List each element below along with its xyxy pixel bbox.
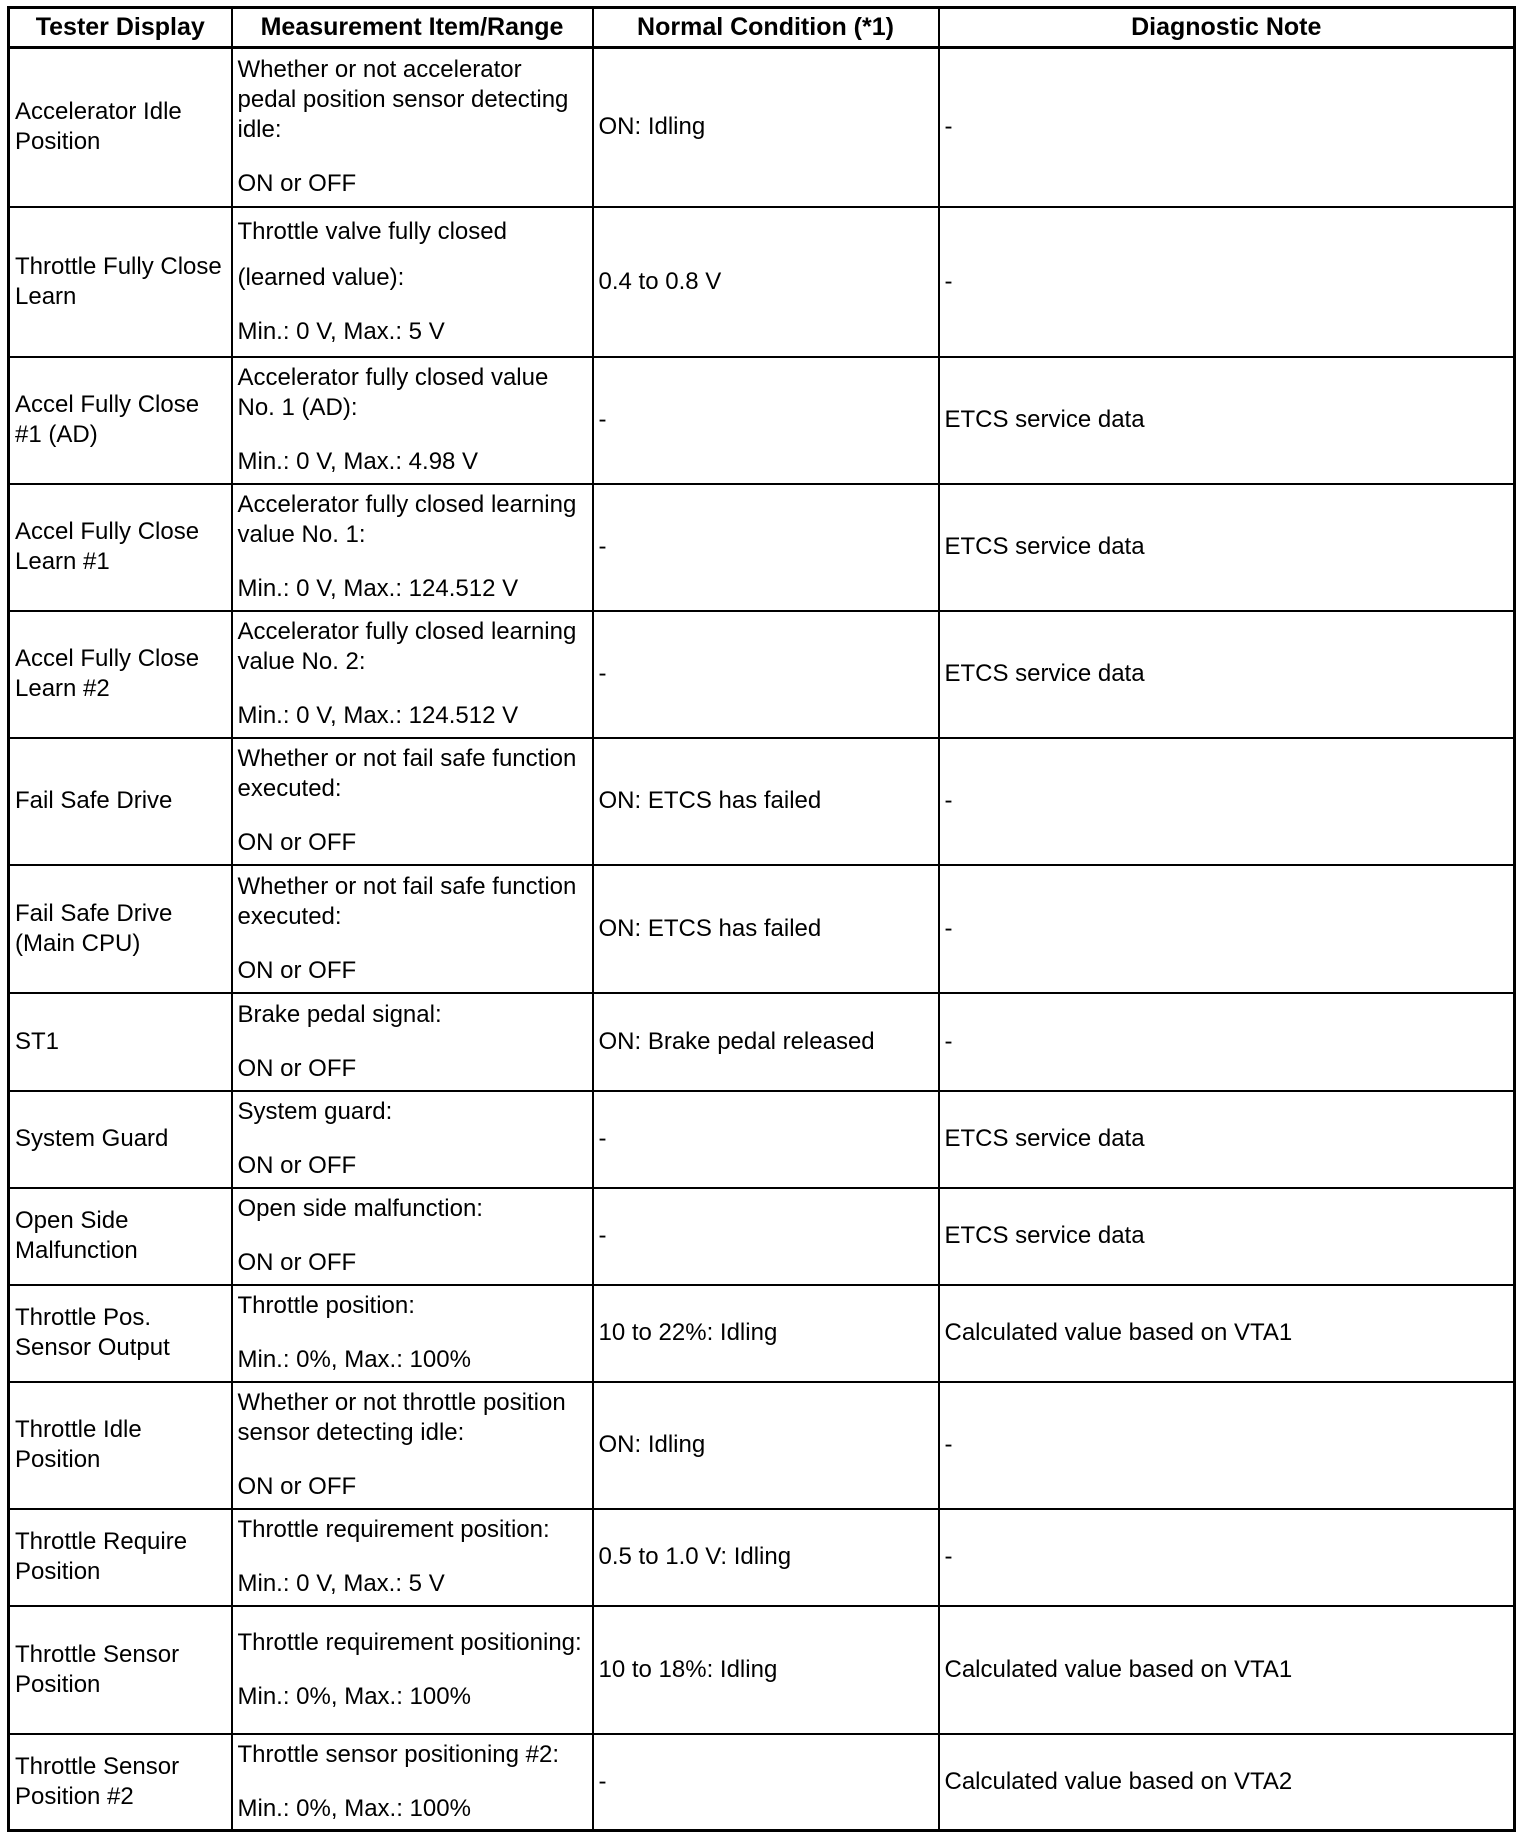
- measurement-text: Whether or not throttle position sensor detecting idle:: [237, 1389, 566, 1446]
- cell-normal-condition: -: [593, 484, 939, 611]
- table-row: [9, 1382, 1515, 1509]
- measurement-range: Min.: 0%, Max.: 100%: [237, 1794, 471, 1822]
- cell-tester-display: Fail Safe Drive: [9, 738, 232, 865]
- cell-measurement-item: [232, 1382, 593, 1509]
- cell-tester-display: Accel Fully Close Learn #1: [9, 484, 232, 611]
- cell-diagnostic-note: ETCS service data: [939, 357, 1515, 484]
- cell-tester-display: Accel Fully Close Learn #2: [9, 611, 232, 738]
- cell-diagnostic-note: Calculated value based on VTA2: [939, 1734, 1515, 1831]
- measurement-range: ON or OFF: [237, 1249, 357, 1276]
- table-row: [9, 357, 1515, 484]
- cell-measurement-item: [232, 484, 593, 611]
- measurement-text: Throttle sensor positioning #2:: [237, 1740, 560, 1768]
- cell-diagnostic-note: -: [939, 1382, 1515, 1509]
- cell-tester-display: Accel Fully Close #1 (AD): [9, 357, 232, 484]
- table-row: [9, 865, 1515, 993]
- measurement-text: Accelerator fully closed learning value No. 2:: [237, 618, 577, 675]
- cell-measurement-item: [232, 1734, 593, 1831]
- cell-normal-condition: -: [593, 1734, 939, 1831]
- measurement-range: ON or OFF: [237, 956, 357, 984]
- measurement-text: System guard:: [237, 1098, 393, 1125]
- cell-normal-condition: 0.4 to 0.8 V: [593, 207, 939, 357]
- cell-measurement-item: [232, 611, 593, 738]
- table-row: [9, 48, 1515, 207]
- measurement-text: Throttle requirement position:: [237, 1516, 550, 1543]
- cell-tester-display: Throttle Require Position: [9, 1509, 232, 1606]
- cell-tester-display: Throttle Pos. Sensor Output: [9, 1285, 232, 1382]
- cell-tester-display: System Guard: [9, 1091, 232, 1188]
- measurement-text: Throttle valve fully closed: [237, 217, 507, 245]
- measurement-text: Open side malfunction:: [237, 1195, 483, 1222]
- measurement-range: Min.: 0%, Max.: 100%: [237, 1346, 471, 1373]
- cell-measurement-item: [232, 207, 593, 357]
- cell-normal-condition: ON: Brake pedal released: [593, 993, 939, 1091]
- cell-normal-condition: ON: ETCS has failed: [593, 738, 939, 865]
- cell-measurement-item: [232, 738, 593, 865]
- cell-measurement-item: [232, 865, 593, 993]
- cell-tester-display: Fail Safe Drive (Main CPU): [9, 865, 232, 993]
- measurement-range: Min.: 0 V, Max.: 124.512 V: [237, 575, 519, 602]
- cell-diagnostic-note: -: [939, 207, 1515, 357]
- measurement-text: Accelerator fully closed value No. 1 (AD):: [237, 364, 549, 421]
- cell-diagnostic-note: -: [939, 738, 1515, 865]
- measurement-range: Min.: 0 V, Max.: 5 V: [237, 317, 445, 345]
- measurement-range: Min.: 0 V, Max.: 5 V: [237, 1570, 445, 1597]
- measurement-range: Min.: 0 V, Max.: 4.98 V: [237, 448, 479, 475]
- measurement-range: ON or OFF: [237, 1473, 357, 1500]
- table-row: [9, 738, 1515, 865]
- cell-tester-display: Throttle Fully Close Learn: [9, 207, 232, 357]
- measurement-range: Min.: 0 V, Max.: 124.512 V: [237, 702, 519, 729]
- measurement-text: Accelerator fully closed learning value No. 1:: [237, 491, 577, 548]
- header-diagnostic-note: Diagnostic Note: [939, 8, 1515, 48]
- cell-diagnostic-note: -: [939, 993, 1515, 1091]
- cell-diagnostic-note: Calculated value based on VTA1: [939, 1285, 1515, 1382]
- measurement-text: Brake pedal signal:: [237, 1000, 442, 1028]
- table-row: [9, 1285, 1515, 1382]
- cell-diagnostic-note: -: [939, 48, 1515, 207]
- table-row: [9, 1734, 1515, 1831]
- table-row: [9, 1091, 1515, 1188]
- measurement-range: ON or OFF: [237, 1152, 357, 1179]
- measurement-range: ON or OFF: [237, 170, 357, 198]
- table-row: [9, 993, 1515, 1091]
- measurement-text: Whether or not accelerator pedal position sensor detecting idle:: [237, 56, 569, 144]
- cell-normal-condition: -: [593, 357, 939, 484]
- cell-tester-display: ST1: [9, 993, 232, 1091]
- header-tester-display: Tester Display: [9, 8, 232, 48]
- cell-measurement-item: [232, 48, 593, 207]
- cell-tester-display: Throttle Sensor Position: [9, 1606, 232, 1734]
- cell-diagnostic-note: -: [939, 865, 1515, 993]
- cell-tester-display: Open Side Malfunction: [9, 1188, 232, 1285]
- table-row: [9, 611, 1515, 738]
- cell-normal-condition: 0.5 to 1.0 V: Idling: [593, 1509, 939, 1606]
- measurement-text: Throttle position:: [237, 1292, 415, 1319]
- cell-normal-condition: -: [593, 1188, 939, 1285]
- measurement-text: Whether or not fail safe function executed:: [237, 872, 577, 930]
- cell-normal-condition: 10 to 22%: Idling: [593, 1285, 939, 1382]
- cell-diagnostic-note: ETCS service data: [939, 1188, 1515, 1285]
- table-row: [9, 207, 1515, 357]
- cell-diagnostic-note: ETCS service data: [939, 484, 1515, 611]
- measurement-range: Min.: 0%, Max.: 100%: [237, 1682, 471, 1710]
- cell-measurement-item: [232, 1509, 593, 1606]
- cell-normal-condition: 10 to 18%: Idling: [593, 1606, 939, 1734]
- header-normal-condition: Normal Condition (*1): [593, 8, 939, 48]
- header-row: [9, 8, 1515, 48]
- cell-tester-display: Throttle Sensor Position #2: [9, 1734, 232, 1831]
- header-measurement-item: Measurement Item/Range: [232, 8, 593, 48]
- cell-normal-condition: ON: Idling: [593, 48, 939, 207]
- cell-diagnostic-note: ETCS service data: [939, 1091, 1515, 1188]
- data-list-table: [7, 6, 1516, 1832]
- measurement-text: (learned value):: [237, 263, 405, 291]
- cell-measurement-item: [232, 1091, 593, 1188]
- measurement-range: ON or OFF: [237, 1054, 357, 1082]
- cell-diagnostic-note: -: [939, 1509, 1515, 1606]
- cell-measurement-item: [232, 1285, 593, 1382]
- measurement-range: ON or OFF: [237, 829, 357, 856]
- cell-diagnostic-note: Calculated value based on VTA1: [939, 1606, 1515, 1734]
- measurement-text: Throttle requirement positioning:: [237, 1628, 582, 1656]
- cell-tester-display: Accelerator Idle Position: [9, 48, 232, 207]
- cell-measurement-item: [232, 357, 593, 484]
- table-row: [9, 1188, 1515, 1285]
- cell-normal-condition: ON: Idling: [593, 1382, 939, 1509]
- cell-normal-condition: -: [593, 611, 939, 738]
- cell-measurement-item: [232, 993, 593, 1091]
- table-row: [9, 1509, 1515, 1606]
- table-row: [9, 1606, 1515, 1734]
- cell-normal-condition: -: [593, 1091, 939, 1188]
- measurement-text: Whether or not fail safe function executed:: [237, 745, 577, 802]
- cell-tester-display: Throttle Idle Position: [9, 1382, 232, 1509]
- table-row: [9, 484, 1515, 611]
- cell-measurement-item: [232, 1606, 593, 1734]
- cell-measurement-item: [232, 1188, 593, 1285]
- cell-diagnostic-note: ETCS service data: [939, 611, 1515, 738]
- cell-normal-condition: ON: ETCS has failed: [593, 865, 939, 993]
